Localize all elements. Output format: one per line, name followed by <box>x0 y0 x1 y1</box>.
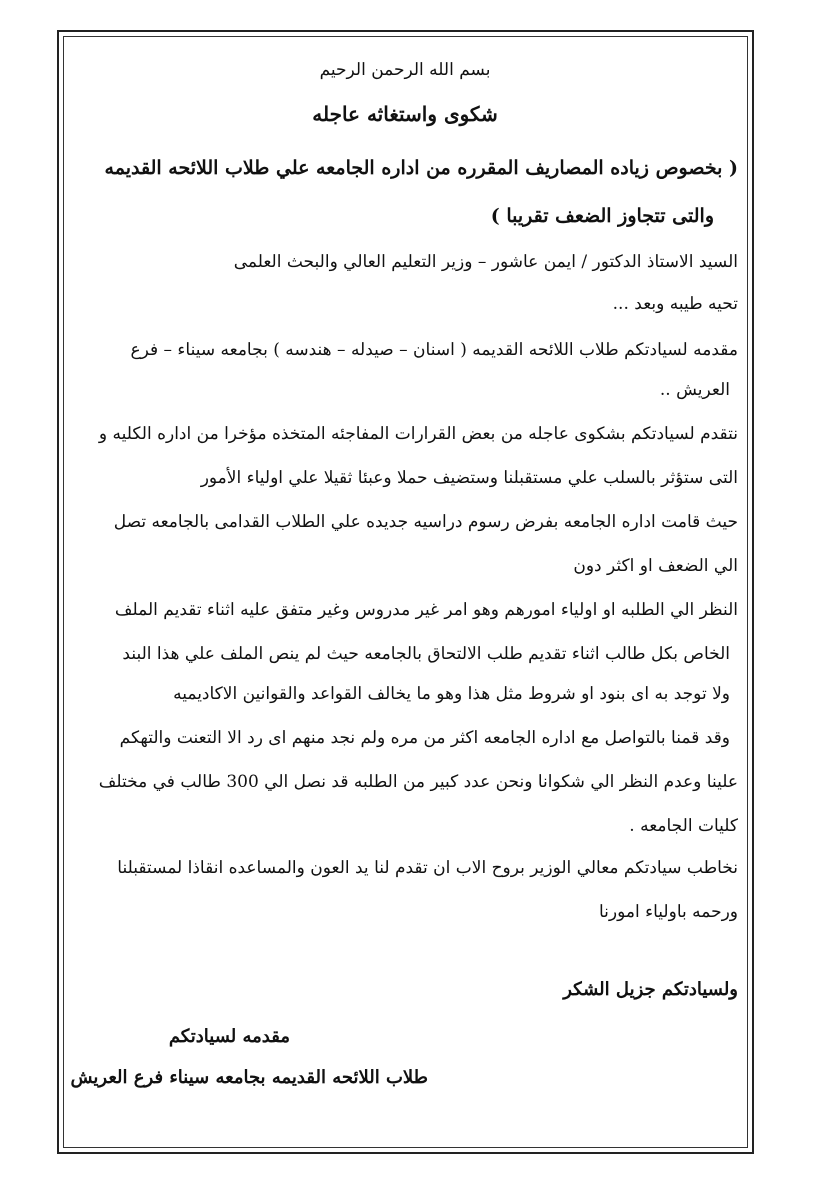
greeting: تحيه طيبه وبعد ... <box>612 294 738 314</box>
body-line: العريش .. <box>659 380 730 400</box>
body-line: ورحمه باولياء امورنا <box>598 902 738 922</box>
signatory: طلاب اللائحه القديمه بجامعه سيناء فرع العريش <box>70 1067 428 1088</box>
body-line: علينا وعدم النظر الي شكوانا ونحن عدد كبير من الطلبه قد نصل الي 300 طالب في مختلف <box>98 772 738 792</box>
body-line: الي الضعف او اكثر دون <box>573 556 738 576</box>
body-line: كليات الجامعه . <box>629 816 738 836</box>
presented-by: مقدمه لسيادتكم <box>168 1026 290 1047</box>
addressee: السيد الاستاذ الدكتور / ايمن عاشور – وزير التعليم العالي والبحث العلمى <box>233 252 738 272</box>
body-line: النظر الي الطلبه او اولياء امورهم وهو امر غير مدروس وغير متفق عليه اثناء تقديم الملف <box>114 600 738 620</box>
body-line: نخاطب سيادتكم معالي الوزير بروح الاب ان تقدم لنا يد العون والمساعده انقاذا لمستقبلنا <box>117 858 738 878</box>
body-line: مقدمه لسيادتكم طلاب اللائحه القديمه ( اسنان – صيدله – هندسه ) بجامعه سيناء – فرع <box>130 340 738 360</box>
basmala: بسم الله الرحمن الرحيم <box>319 60 491 80</box>
closing: ولسيادتكم جزيل الشكر <box>563 979 738 1000</box>
body-line: ولا توجد به اى بنود او شروط مثل هذا وهو ما يخالف القواعد والقوانين الاكاديميه <box>173 684 730 704</box>
body-line: الخاص بكل طالب اثناء تقديم طلب الالتحاق بالجامعه حيث لم ينص الملف علي هذا البند <box>122 644 730 664</box>
body-line: حيث قامت اداره الجامعه بفرض رسوم دراسيه جديده علي الطلاب القدامى بالجامعه تصل <box>113 512 738 532</box>
letter-title: شكوى واستغاثه عاجله <box>312 102 498 126</box>
body-line: وقد قمنا بالتواصل مع اداره الجامعه اكثر من مره ولم نجد منهم اى رد الا التعنت والتهكم <box>119 728 730 748</box>
subject-line-1: ( بخصوص زياده المصاريف المقرره من اداره الجامعه علي طلاب اللائحه القديمه <box>104 157 738 179</box>
body-line: التى ستؤثر بالسلب علي مستقبلنا وستضيف حملا وعبئا ثقيلا علي اولياء الأمور <box>200 468 738 488</box>
body-line: نتقدم لسيادتكم بشكوى عاجله من بعض القرارات المفاجئه المتخذه مؤخرا من اداره الكليه و <box>98 424 738 444</box>
subject-line-2: والتى تتجاوز الضعف تقريبا ) <box>490 205 714 227</box>
